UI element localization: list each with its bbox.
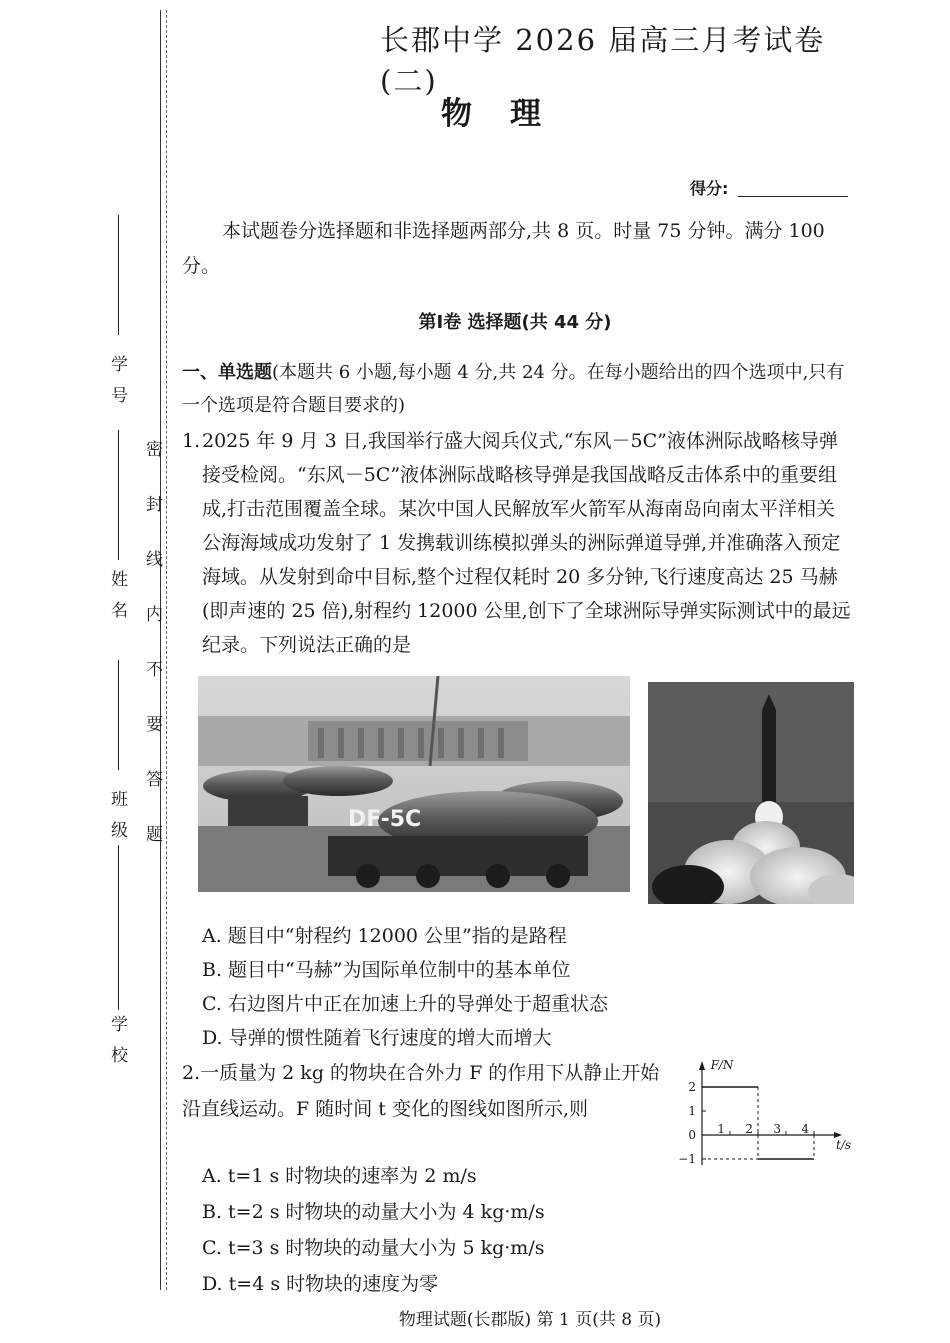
question-2 bbox=[182, 1055, 672, 1127]
q2-option-d: D. t=4 s 时物块的速度为零 bbox=[202, 1273, 439, 1295]
intro-text: 本试题卷分选择题和非选择题两部分,共 8 页。时量 75 分钟。满分 100 分。 bbox=[182, 220, 825, 277]
section-title: 第Ⅰ卷 选择题(共 44 分) bbox=[418, 312, 612, 333]
question-number: 2. bbox=[182, 1062, 201, 1084]
q2-option-b: B. t=2 s 时物块的动量大小为 4 kg·m/s bbox=[202, 1201, 545, 1223]
student-name-line bbox=[118, 430, 119, 560]
multiple-choice-header bbox=[182, 356, 852, 422]
y-tick-label: 2 bbox=[688, 1080, 696, 1094]
student-id-label: 学号 bbox=[107, 355, 127, 417]
question-number: 1. bbox=[182, 430, 201, 452]
question-text: 一质量为 2 kg 的物块在合外力 F 的作用下从静止开始沿直线运动。F 随时间 t 变化的图线如图所示,则 bbox=[182, 1062, 660, 1120]
question-1 bbox=[182, 424, 852, 662]
question-text: 2025 年 9 月 3 日,我国举行盛大阅兵仪式,“东风－5C”液体洲际战略核导弹接受检阅。“东风－5C”液体洲际战略核导弹是我国战略反击体系中的重要组成,打击范围覆盖全球。某次中国人民解放军火箭军从海南岛向南太平洋相关公海海域成功发射了 1 发携载训练模拟弹头的洲际弹道导弹,并准确落入预定海域。从发射到命中目标,整个过程仅耗时 20 多分钟,飞行速度高达 25 马赫(即声速的 25 倍),射程约 12000 公里,创下了全球洲际导弹实际测试中的最远纪录。下列说法正确的是 bbox=[202, 430, 851, 656]
class-label: 班级 bbox=[107, 790, 127, 852]
score-label: 得分: bbox=[690, 179, 729, 198]
parade-missile-photo bbox=[198, 676, 630, 892]
seal-line-note: 密封线内不要答题 bbox=[142, 440, 162, 880]
x-tick-label: 2 bbox=[745, 1122, 753, 1136]
y-tick-label: 1 bbox=[688, 1104, 696, 1118]
y-axis-label: F/N bbox=[710, 1058, 734, 1072]
mc-instructions: (本题共 6 小题,每小题 4 分,共 24 分。在每小题给出的四个选项中,只有一个选项是符合题目要求的) bbox=[182, 362, 845, 416]
x-axis-label: t/s bbox=[836, 1138, 852, 1152]
q1-option-a: A. 题目中“射程约 12000 公里”指的是路程 bbox=[202, 925, 567, 947]
student-name-label: 姓名 bbox=[107, 570, 127, 632]
subject-title: 物理 bbox=[441, 96, 579, 132]
y-axis-arrow bbox=[699, 1061, 705, 1070]
missile-marking: DF-5C bbox=[348, 807, 422, 832]
q1-option-c: C. 右边图片中正在加速上升的导弹处于超重状态 bbox=[202, 993, 608, 1015]
x-tick-label: 3 bbox=[773, 1122, 781, 1136]
q1-option-b: B. 题目中“马赫”为国际单位制中的基本单位 bbox=[202, 959, 571, 981]
force-time-graph bbox=[672, 1055, 862, 1175]
student-id-line bbox=[118, 215, 119, 335]
page-footer: 物理试题(长郡版) 第 1 页(共 8 页) bbox=[398, 1310, 662, 1330]
x-tick-label: 4 bbox=[801, 1122, 809, 1136]
exam-title: 长郡中学 2026 届高三月考试卷(二) bbox=[380, 23, 826, 98]
school-label: 学校 bbox=[107, 1015, 127, 1077]
y-tick-label: 0 bbox=[688, 1128, 696, 1142]
mc-label: 一、单选题 bbox=[182, 362, 272, 383]
school-line bbox=[118, 845, 119, 1010]
y-tick-label: −1 bbox=[678, 1152, 696, 1166]
missile-launch-photo bbox=[648, 682, 854, 904]
q1-option-d: D. 导弹的惯性随着飞行速度的增大而增大 bbox=[202, 1027, 552, 1049]
x-tick-label: 1 bbox=[717, 1122, 725, 1136]
binding-dashed-line bbox=[166, 10, 167, 1290]
class-line bbox=[118, 660, 119, 770]
q2-option-a: A. t=1 s 时物块的速率为 2 m/s bbox=[202, 1165, 477, 1187]
q2-option-c: C. t=3 s 时物块的动量大小为 5 kg·m/s bbox=[202, 1237, 545, 1259]
score-blank[interactable] bbox=[738, 196, 848, 197]
